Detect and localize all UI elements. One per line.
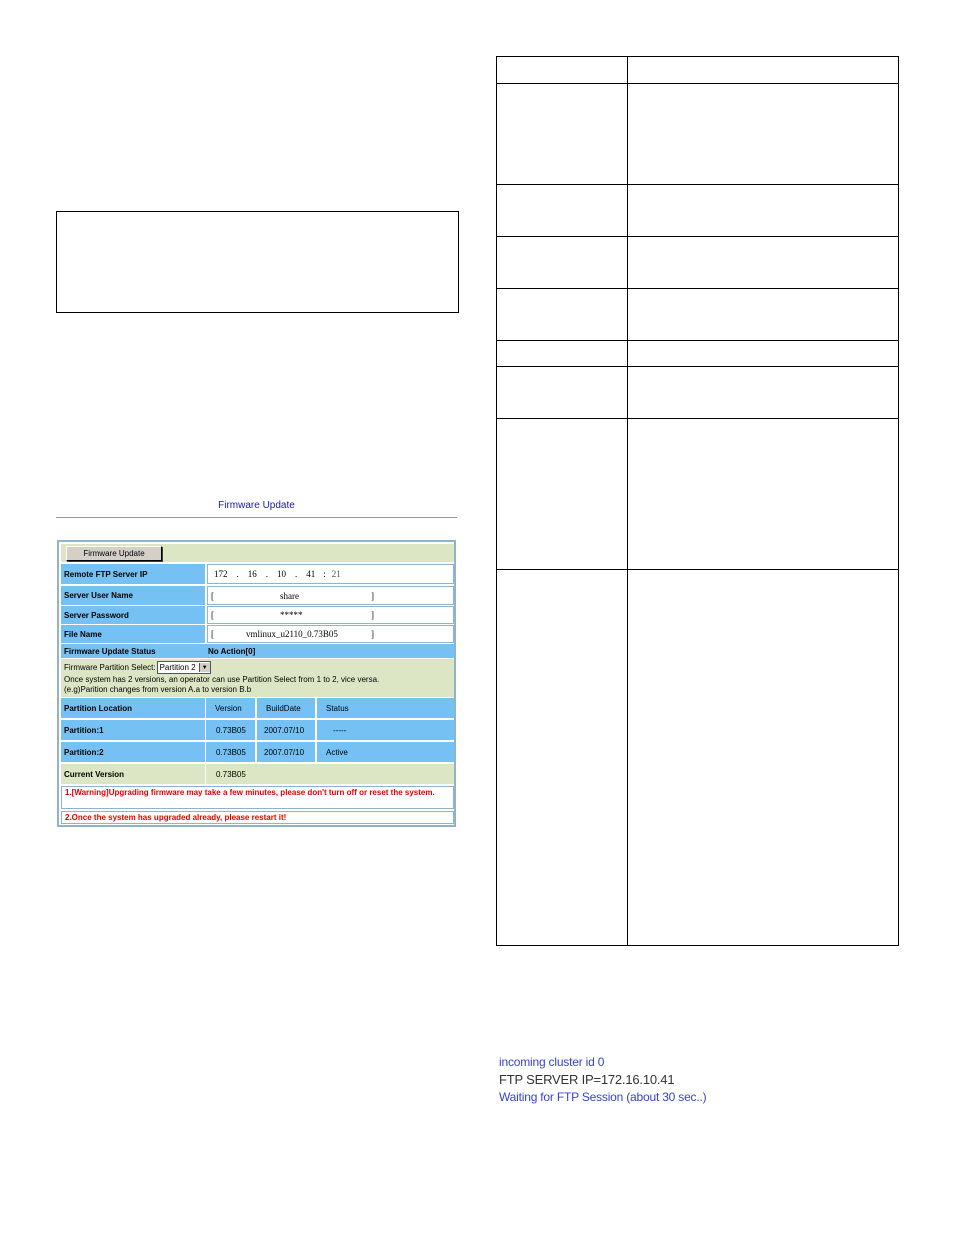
warning-text-2: 2.Once the system has upgraded already, please restart it! — [61, 811, 454, 824]
partition-select-value: Partition 2 — [159, 663, 196, 672]
table-cell — [627, 56, 899, 84]
table-cell — [496, 340, 628, 367]
table-row — [61, 742, 454, 762]
password-input[interactable] — [207, 606, 454, 624]
table-cell — [627, 569, 899, 946]
table-cell — [627, 83, 899, 185]
table-row — [61, 720, 454, 740]
status-value: No Action[0] — [208, 646, 256, 656]
current-version-label: Current Version — [61, 764, 205, 784]
ftp-ip-row — [61, 564, 454, 584]
ip-dot: . — [236, 569, 239, 579]
file-label: File Name — [61, 625, 205, 643]
bracket-close: ] — [371, 629, 374, 639]
file-input[interactable] — [207, 625, 454, 643]
status-label: Firmware Update Status — [64, 646, 156, 656]
table-cell — [627, 184, 899, 237]
partition-date: 2007.07/10 — [257, 720, 315, 740]
console-line-3: Waiting for FTP Session (about 30 sec..) — [499, 1090, 707, 1104]
user-label: Server User Name — [61, 586, 205, 605]
table-cell — [627, 366, 899, 419]
chevron-down-icon[interactable]: ▼ — [199, 663, 210, 672]
user-row — [61, 586, 454, 605]
partition-select-label: Firmware Partition Select: — [64, 663, 156, 672]
button-row — [61, 544, 454, 562]
partition-select-row — [61, 659, 454, 697]
current-version-row — [61, 764, 454, 784]
table-cell — [627, 236, 899, 289]
file-row — [61, 625, 454, 643]
builddate-header: BuildDate — [257, 698, 315, 718]
user-input[interactable] — [207, 586, 454, 605]
firmware-update-panel — [57, 540, 456, 827]
warning-row — [61, 811, 454, 824]
user-value: share — [280, 590, 299, 601]
bracket-open: [ — [211, 590, 214, 601]
ip-octet-3[interactable]: 10 — [277, 569, 286, 579]
partition-header-row — [61, 698, 454, 718]
table-cell — [496, 83, 628, 185]
table-cell — [496, 236, 628, 289]
ftp-ip-label: Remote FTP Server IP — [61, 564, 205, 584]
version-header: Version — [206, 698, 255, 718]
table-cell — [496, 366, 628, 419]
partition-status: Active — [317, 742, 454, 762]
partition-location-header: Partition Location — [61, 698, 205, 718]
partition-note-2: (e.g)Parition changes from version A.a to version B.b — [64, 685, 252, 694]
partition-status: ----- — [317, 720, 454, 740]
status-row — [61, 644, 454, 658]
table-cell — [627, 340, 899, 367]
ip-dot: . — [295, 569, 298, 579]
partition-select-line — [64, 661, 211, 674]
current-version-value: 0.73B05 — [206, 764, 454, 784]
partition-name: Partition:2 — [61, 742, 205, 762]
table-cell — [496, 184, 628, 237]
partition-name: Partition:1 — [61, 720, 205, 740]
warning-text-1: 1.[Warning]Upgrading firmware may take a few minutes, please don't turn off or reset the system. — [61, 786, 454, 809]
console-line-2: FTP SERVER IP=172.16.10.41 — [499, 1072, 675, 1087]
figure-caption: Firmware Update — [218, 500, 295, 511]
password-label: Server Password — [61, 606, 205, 624]
bracket-open: [ — [211, 629, 214, 639]
file-value: vmlinux_u2110_0.73B05 — [246, 629, 338, 639]
partition-select-dropdown[interactable] — [157, 661, 211, 674]
ftp-ip-input[interactable] — [207, 564, 454, 584]
password-row — [61, 606, 454, 624]
table-cell — [496, 288, 628, 341]
port-separator: : — [323, 569, 326, 579]
status-header: Status — [317, 698, 454, 718]
partition-date: 2007.07/10 — [257, 742, 315, 762]
caption-divider — [56, 517, 457, 518]
table-cell — [496, 56, 628, 84]
table-cell — [496, 418, 628, 570]
ip-octet-1[interactable]: 172 — [214, 569, 228, 579]
table-cell — [627, 288, 899, 341]
partition-version: 0.73B05 — [206, 742, 255, 762]
ip-octet-4[interactable]: 41 — [306, 569, 316, 579]
partition-version: 0.73B05 — [206, 720, 255, 740]
console-line-1: incoming cluster id 0 — [499, 1055, 605, 1069]
note-box — [56, 211, 459, 313]
bracket-close: ] — [371, 590, 374, 601]
ip-dot: . — [265, 569, 268, 579]
empty-table — [496, 56, 899, 946]
ip-octet-2[interactable]: 16 — [247, 569, 257, 579]
bracket-open: [ — [211, 610, 214, 620]
warning-row — [61, 786, 454, 809]
bracket-close: ] — [371, 610, 374, 620]
password-value: ***** — [280, 610, 303, 620]
partition-note-1: Once system has 2 versions, an operator can use Partition Select from 1 to 2, vice versa. — [64, 675, 380, 684]
table-cell — [496, 569, 628, 946]
port-input[interactable]: 21 — [331, 569, 341, 579]
table-cell — [627, 418, 899, 570]
firmware-update-button[interactable]: Firmware Update — [66, 546, 162, 561]
